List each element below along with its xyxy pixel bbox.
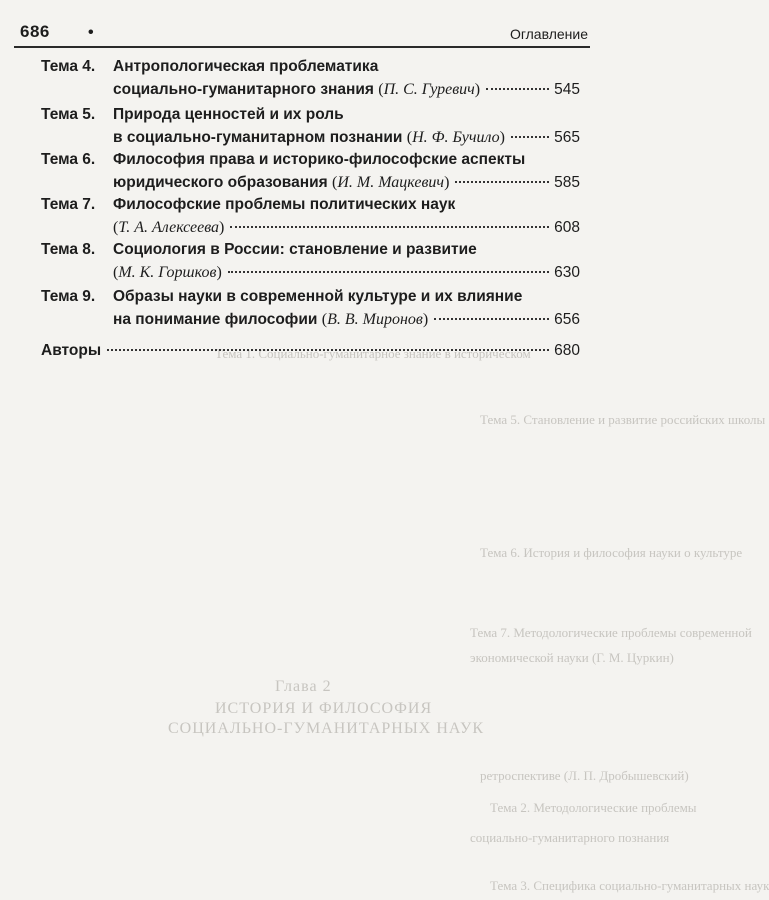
authors-label: Авторы xyxy=(41,342,102,359)
bleed-row: Тема 3. Специфика социально-гуманитарных наук xyxy=(490,878,769,893)
bleed-row: ретроспективе (Л. П. Дробышевский) xyxy=(480,768,689,783)
topic-number: Тема 5. xyxy=(41,106,96,123)
page-ref: 608 xyxy=(554,219,580,236)
bleed-row: Тема 5. Становление и развитие российских школы xyxy=(480,412,766,427)
topic-title-line: Социология в России: становление и развитие xyxy=(113,241,477,258)
topic-number: Тема 4. xyxy=(41,58,96,75)
bleed-section-line2: СОЦИАЛЬНО-ГУМАНИТАРНЫХ НАУК xyxy=(168,720,485,737)
page-ref: 656 xyxy=(554,311,580,328)
bleed-row: Тема 7. Методологические проблемы современной xyxy=(470,625,752,640)
topic-title-line: Антропологическая проблематика xyxy=(113,58,379,75)
bleed-chapter: Глава 2 xyxy=(275,678,332,695)
dot-leader xyxy=(230,225,549,228)
page-ref: 585 xyxy=(554,174,580,191)
bleed-row: социально-гуманитарного познания xyxy=(470,830,670,845)
dot-leader xyxy=(486,87,549,90)
header-rule xyxy=(14,46,590,48)
header-bullet: • xyxy=(88,24,94,41)
topic-author: П. С. Гуревич xyxy=(383,81,475,98)
bleed-row: Тема 2. Методологические проблемы xyxy=(490,800,697,815)
dot-leader xyxy=(107,348,549,351)
bleed-row: Тема 6. История и философия науки о культуре xyxy=(480,545,743,560)
bleed-row: Тема 1. Социально-гуманитарное знание в историческом xyxy=(215,346,531,361)
bleed-section-line1: ИСТОРИЯ И ФИЛОСОФИЯ xyxy=(215,700,433,717)
dot-leader xyxy=(434,317,549,320)
page-header xyxy=(0,0,602,46)
topic-author: И. М. Мацкевич xyxy=(337,174,445,191)
topic-title-line: Философские проблемы политических наук xyxy=(113,196,456,213)
topic-author: М. К. Горшков xyxy=(118,264,217,281)
topic-number: Тема 6. xyxy=(41,151,96,168)
topic-title-line: Философия права и историко-философские аспекты xyxy=(113,151,526,168)
topic-number: Тема 7. xyxy=(41,196,96,213)
page-ref: 565 xyxy=(554,129,580,146)
page-ref: 630 xyxy=(554,264,580,281)
topic-author: В. В. Миронов xyxy=(327,311,423,328)
topic-number: Тема 8. xyxy=(41,241,96,258)
running-title: Оглавление xyxy=(509,26,588,42)
dot-leader xyxy=(455,180,549,183)
page-number: 686 xyxy=(20,22,50,41)
dot-leader xyxy=(511,135,549,138)
bleed-row: экономической науки (Г. М. Цуркин) xyxy=(470,650,674,665)
topic-title-line: на понимание философии xyxy=(113,311,318,328)
topic-author: Т. А. Алексеева xyxy=(118,219,220,236)
topic-title-line: Образы науки в современной культуре и их влияние xyxy=(113,288,523,305)
topic-author: Н. Ф. Бучило xyxy=(412,129,500,146)
topic-title-line: социально-гуманитарного знания xyxy=(113,81,374,98)
page-ref: 545 xyxy=(554,81,580,98)
topic-title-line: в социально-гуманитарном познании xyxy=(113,129,403,146)
page-ref: 680 xyxy=(554,342,580,359)
topic-number: Тема 9. xyxy=(41,288,96,305)
topic-title-line: юридического образования xyxy=(113,174,328,191)
dot-leader xyxy=(228,270,549,273)
topic-title-line: Природа ценностей и их роль xyxy=(113,106,344,123)
